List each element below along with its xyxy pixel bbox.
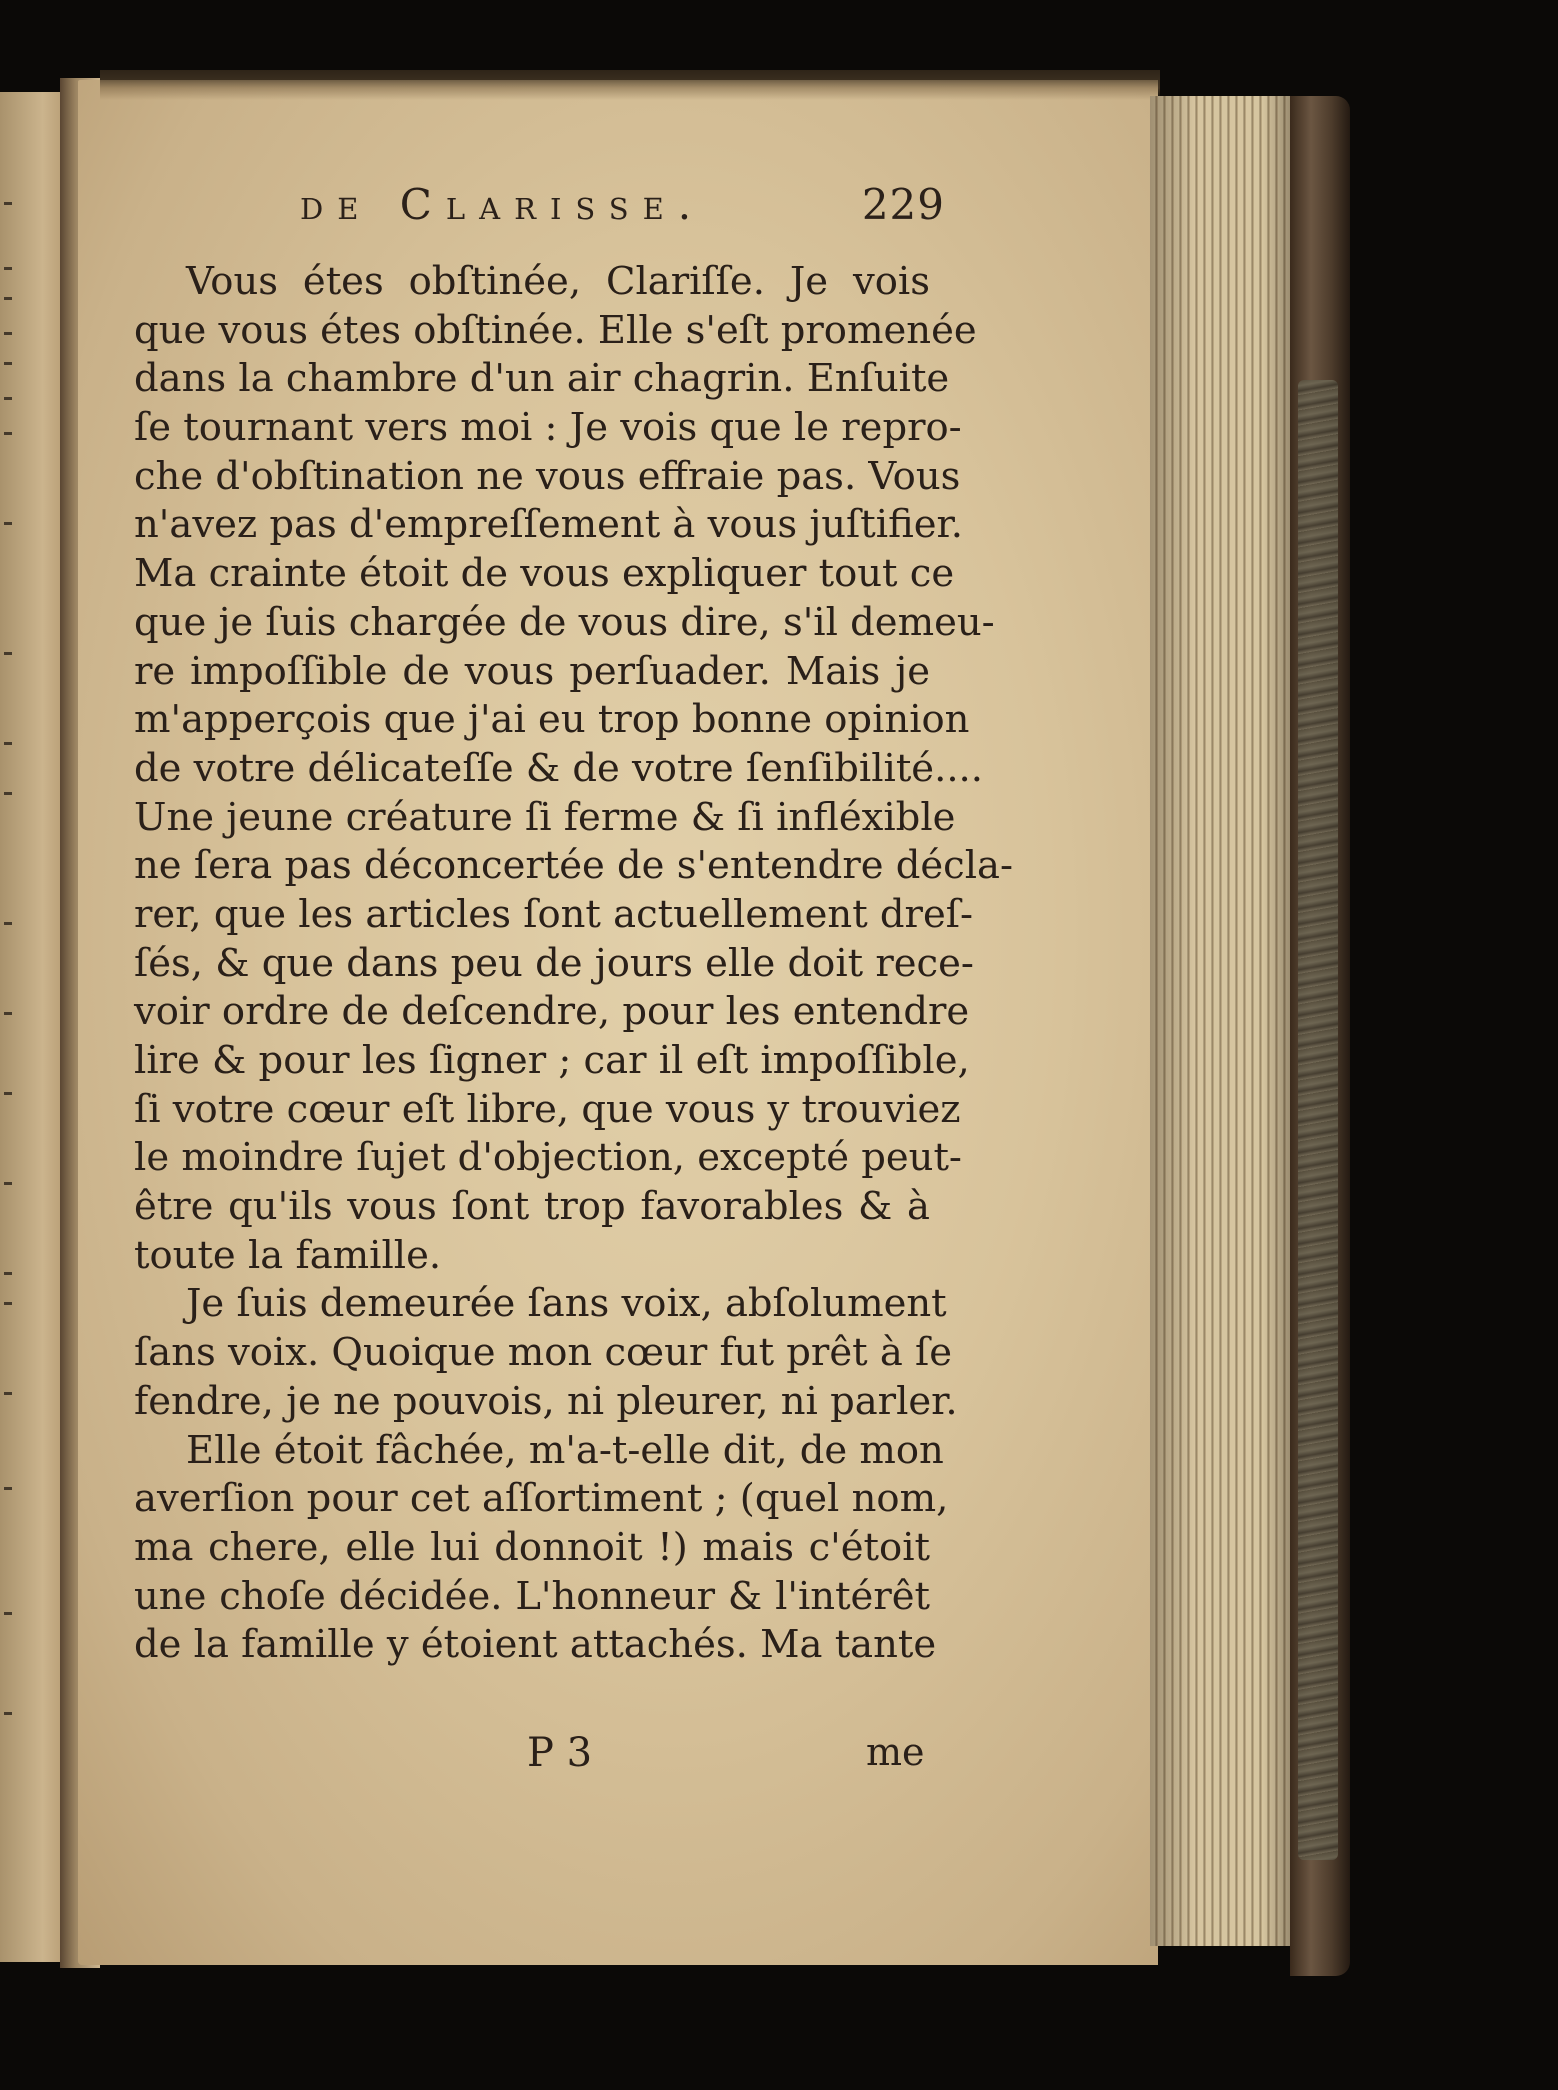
text-line: le moindre ſujet d'objection, excepté peut-: [134, 1135, 962, 1181]
text-line: ma chere, elle lui donnoit !) mais c'étoit: [134, 1524, 930, 1570]
running-head-title: de Clarisse.: [300, 180, 706, 229]
text-line: une choſe décidée. L'honneur & l'intérêt: [134, 1573, 930, 1619]
text-line: dans la chambre d'un air chagrin. Enſuite: [134, 356, 950, 402]
text-line: averſion pour cet aſſortiment ; (quel nom,: [134, 1476, 949, 1522]
text-line: Elle étoit fâchée, m'a-t-elle dit, de mon: [186, 1427, 944, 1473]
text-line: lire & pour les ſigner ; car il eſt impoſſible,: [134, 1038, 970, 1083]
text-line: ſans voix. Quoique mon cœur fut prêt à ſe: [134, 1330, 953, 1376]
catchword: me: [866, 1730, 925, 1774]
body-text: [134, 258, 1014, 1670]
text-line: ne ſera pas déconcertée de s'entendre décla-: [134, 843, 1014, 889]
text-line: voir ordre de deſcendre, pour les entendre: [134, 989, 970, 1035]
page-block-shading: [1150, 96, 1300, 1946]
text-line: n'avez pas d'empreſſement à vous juſtifier.: [134, 502, 963, 548]
text-line: Ma crainte étoit de vous expliquer tout ce: [134, 551, 955, 597]
text-line: ſi votre cœur eſt libre, que vous y trouviez: [134, 1086, 961, 1132]
text-line: toute la famille.: [134, 1232, 442, 1278]
signature-mark: P 3: [527, 1730, 593, 1776]
text-line: re impoſſible de vous perſuader. Mais je: [134, 648, 930, 694]
page-top-shadow: [100, 70, 1160, 100]
text-line: Une jeune créature ſi ferme & ſi infléxible: [134, 794, 956, 840]
text-line: être qu'ils vous ſont trop favorables & à: [134, 1184, 930, 1230]
running-head: [300, 180, 945, 240]
page-number: 229: [861, 180, 945, 229]
text-line: que vous étes obſtinée. Elle s'eſt promenée: [134, 307, 977, 353]
text-line: de votre délicateſſe & de votre ſenſibilité....: [134, 745, 984, 791]
text-line: de la famille y étoient attachés. Ma tante: [134, 1622, 937, 1668]
text-line: ſés, & que dans peu de jours elle doit rece-: [134, 940, 974, 986]
text-line: m'apperçois que j'ai eu trop bonne opinion: [134, 697, 970, 743]
text-line: Vous étes obſtinée, Clariſſe. Je vois: [186, 259, 930, 304]
marbled-cover-texture: [1298, 380, 1338, 1860]
text-line: che d'obſtination ne vous effraie pas. Vous: [134, 453, 961, 499]
text-line: que je ſuis chargée de vous dire, s'il demeu-: [134, 599, 995, 645]
text-line: ſe tournant vers moi : Je vois que le repro-: [134, 405, 962, 451]
text-line: rer, que les articles ſont actuellement dreſ-: [134, 891, 973, 937]
text-line: fendre, je ne pouvois, ni pleurer, ni parler.: [134, 1378, 958, 1424]
text-line: Je ſuis demeurée ſans voix, abſolument: [186, 1281, 947, 1327]
